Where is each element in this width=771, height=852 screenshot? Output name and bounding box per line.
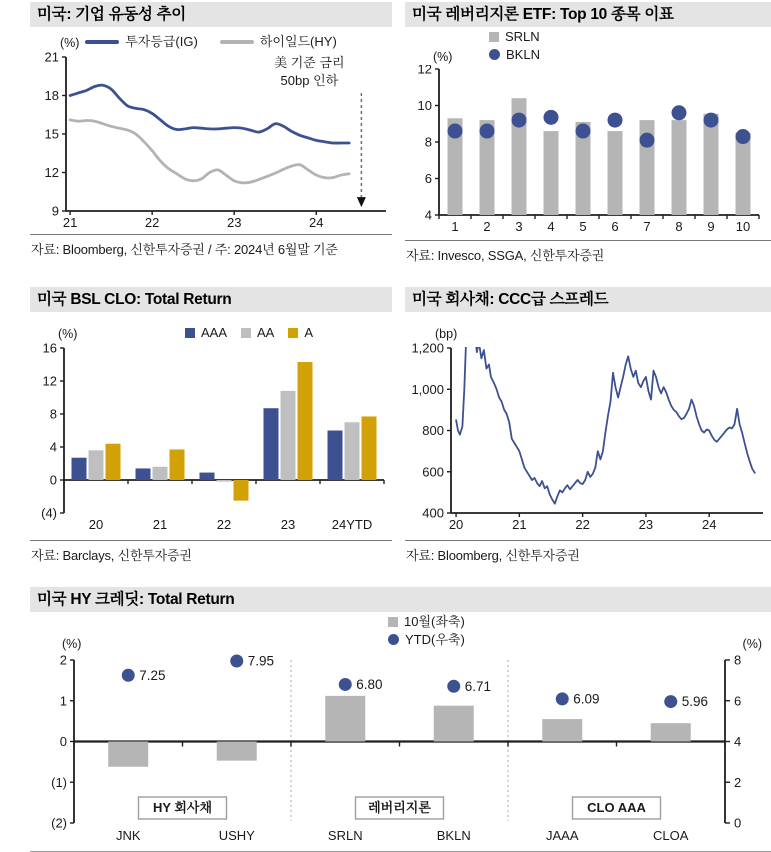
- x-category-label: 6: [611, 219, 619, 234]
- ccc-spread-svg: [405, 342, 771, 537]
- x-category-label: 24YTD: [331, 517, 373, 532]
- y-tick-label: 21: [44, 51, 59, 65]
- bar-24YTD-A: [362, 416, 377, 480]
- y-tick-label: 4: [424, 207, 432, 223]
- legend-swatch-dot: [388, 634, 399, 645]
- dot-USHY: [230, 655, 243, 668]
- dot-8: [672, 105, 687, 120]
- x-category-label: JAAA: [545, 828, 579, 843]
- chart-title: 미국: 기업 유동성 추이: [30, 2, 392, 27]
- y-tick-label: (1): [51, 774, 67, 790]
- annotation-text-line: 50bp 인하: [280, 73, 339, 88]
- x-category-label: 20: [88, 517, 104, 532]
- chart-title: 미국 BSL CLO: Total Return: [30, 287, 392, 312]
- x-category-label: 3: [515, 219, 523, 234]
- dot-3: [512, 113, 527, 128]
- chart-plot: [30, 652, 771, 849]
- x-tick-label: 20: [448, 517, 464, 532]
- y-tick-label: 2: [59, 652, 67, 668]
- legend-swatch-square: [489, 32, 499, 42]
- chart-plot: [30, 342, 392, 537]
- panel-hy-credit: [30, 587, 771, 852]
- x-tick-label: 21: [512, 517, 527, 532]
- dot-JNK: [122, 669, 135, 682]
- y-tick-label: 0: [49, 472, 57, 488]
- legend-label: BKLN: [506, 47, 540, 62]
- chart-title: 미국 HY 크레딧: Total Return: [30, 587, 771, 612]
- left-axis-unit-label: (%): [62, 637, 82, 651]
- y-tick-label: 800: [422, 423, 444, 438]
- group-box-label: 레버리지론: [368, 800, 431, 815]
- y-tick-label: 1,000: [411, 381, 444, 397]
- axis-unit-label: (%): [60, 36, 80, 50]
- legend-swatch-dot: [489, 49, 500, 60]
- bar-20-AA: [89, 450, 104, 480]
- bar-22-AAA: [200, 473, 215, 480]
- legend-item: [489, 47, 540, 62]
- chart-plot: [30, 51, 392, 231]
- panel-corp-liquidity: [30, 2, 392, 258]
- y-tick-label: 8: [49, 406, 57, 422]
- y-tick-label: 12: [44, 165, 59, 180]
- x-category-label: 4: [547, 219, 555, 234]
- x-category-label: 8: [675, 219, 683, 234]
- bar-24YTD-AA: [345, 422, 360, 480]
- bar-20-A: [106, 444, 121, 480]
- chart-legend-area: [405, 312, 771, 342]
- dot-value-label: 5.96: [681, 694, 709, 710]
- annotation-text-line: 美 기준 금리: [274, 55, 345, 70]
- legend-swatch-square: [185, 328, 195, 338]
- bar-10: [736, 133, 751, 215]
- bar-BKLN: [434, 706, 474, 742]
- bar-21-AAA: [136, 468, 151, 480]
- x-category-label: USHY: [218, 828, 255, 843]
- panel-etf-coupon: [405, 2, 771, 264]
- legend-label: YTD(우축): [405, 632, 465, 647]
- dot-value-label: 7.95: [247, 653, 275, 669]
- x-category-label: 10: [735, 219, 751, 234]
- chart-plot: [405, 65, 771, 237]
- chart-source: 자료: Bloomberg, 신한투자증권: [405, 540, 771, 564]
- bar-21-AA: [153, 467, 168, 480]
- dot-SRLN: [339, 678, 352, 691]
- legend-label: AAA: [200, 325, 227, 340]
- x-category-label: CLOA: [653, 828, 689, 843]
- bsl-clo-total-return-svg: [30, 342, 392, 537]
- chart-title: 미국 회사채: CCC급 스프레드: [405, 287, 771, 312]
- bar-24YTD-AAA: [328, 431, 343, 481]
- dot-value-label: 6.80: [356, 676, 383, 692]
- legend-item: [241, 325, 274, 340]
- chart-source: 자료: Invesco, SSGA, 신한투자증권: [405, 240, 771, 264]
- dot-value-label: 6.71: [464, 678, 492, 694]
- x-category-label: 22: [216, 517, 232, 532]
- x-tick-label: 23: [226, 215, 242, 230]
- bar-23-A: [298, 362, 313, 480]
- legend-label: 하이일드(HY): [259, 34, 337, 49]
- right-y-tick-label: 2: [734, 774, 742, 790]
- legend-label: SRLN: [505, 29, 540, 44]
- chart-legend: [489, 29, 540, 62]
- legend-swatch-line: [220, 40, 254, 44]
- right-y-tick-label: 8: [734, 652, 742, 668]
- legend-item: [489, 29, 540, 44]
- dot-BKLN: [447, 680, 460, 693]
- bar-SRLN: [325, 696, 365, 742]
- axis-unit-label: (%): [433, 50, 453, 64]
- group-box-label: HY 회사채: [152, 800, 213, 815]
- dot-value-label: 7.25: [139, 667, 166, 683]
- group-box-label: CLO AAA: [587, 800, 646, 815]
- chart-legend-area: [30, 312, 392, 342]
- legend-swatch-line: [85, 40, 119, 44]
- chart-source: 자료: Barclays, 신한투자증권: [30, 540, 392, 564]
- dot-10: [736, 129, 751, 144]
- y-tick-label: 6: [424, 171, 432, 186]
- x-category-label: 9: [707, 219, 715, 234]
- y-tick-label: (4): [41, 505, 57, 521]
- legend-swatch-square: [388, 617, 398, 627]
- series-line-0: [70, 85, 349, 143]
- right-y-tick-label: 6: [734, 693, 742, 709]
- right-axis-unit-label: (%): [742, 637, 762, 651]
- y-tick-label: 1,200: [411, 342, 444, 356]
- chart-title: 미국 레버리지론 ETF: Top 10 종목 이표: [405, 2, 771, 27]
- x-category-label: 21: [152, 517, 168, 532]
- x-category-label: 23: [280, 517, 296, 532]
- y-tick-label: 400: [422, 505, 444, 521]
- x-tick-label: 24: [701, 517, 717, 532]
- axis-unit-label: (%): [58, 327, 78, 341]
- bar-JAAA: [542, 719, 582, 741]
- x-tick-label: 21: [62, 215, 78, 230]
- legend-label: 10월(좌축): [404, 614, 465, 629]
- x-category-label: 2: [483, 219, 491, 234]
- y-tick-label: 15: [44, 126, 59, 142]
- chart-legend-area: [30, 27, 392, 51]
- x-category-label: 5: [579, 219, 587, 234]
- legend-item: [185, 325, 227, 340]
- bar-22-A: [234, 480, 249, 501]
- bar-USHY: [217, 742, 257, 761]
- bar-6: [608, 131, 623, 215]
- y-tick-label: 4: [49, 439, 57, 455]
- dot-CLOA: [664, 695, 677, 708]
- legend-item: [288, 325, 313, 340]
- bar-4: [544, 131, 559, 215]
- bar-CLOA: [651, 723, 691, 741]
- dot-9: [704, 113, 719, 128]
- legend-label: AA: [257, 325, 275, 340]
- chart-legend-area: [405, 27, 771, 65]
- x-category-label: JNK: [115, 828, 141, 843]
- y-tick-label: 12: [417, 65, 432, 77]
- legend-item: [220, 34, 337, 49]
- y-tick-label: 12: [42, 373, 57, 389]
- bar-9: [704, 114, 719, 215]
- x-tick-label: 22: [144, 215, 160, 230]
- etf-top10-coupon-svg: [405, 65, 771, 237]
- x-category-label: 7: [643, 219, 651, 234]
- y-tick-label: 16: [42, 342, 57, 356]
- x-category-label: 1: [451, 219, 459, 234]
- y-tick-label: 600: [422, 464, 444, 480]
- bar-22-AA: [217, 480, 232, 482]
- hy-credit-total-return-svg: [30, 652, 771, 849]
- x-tick-label: 24: [309, 215, 324, 230]
- right-y-tick-label: 0: [734, 815, 742, 831]
- chart-legend-area: [30, 612, 771, 652]
- y-tick-label: 1: [59, 693, 67, 709]
- bar-23-AAA: [264, 408, 279, 480]
- x-category-label: BKLN: [436, 828, 471, 843]
- bar-21-A: [170, 449, 185, 480]
- chart-plot: [405, 342, 771, 537]
- dot-5: [576, 124, 591, 139]
- y-tick-label: (2): [51, 815, 67, 831]
- bar-JNK: [108, 742, 148, 767]
- chart-legend: [30, 27, 392, 51]
- corp-liquidity-svg: [30, 51, 392, 231]
- chart-legend: [30, 312, 392, 342]
- y-tick-label: 18: [44, 88, 59, 103]
- legend-item: [85, 34, 198, 49]
- dot-6: [608, 113, 623, 128]
- legend-item: [388, 632, 465, 647]
- legend-label: A: [304, 325, 314, 340]
- dot-1: [448, 124, 463, 139]
- y-tick-label: 0: [59, 734, 67, 749]
- dot-value-label: 6.09: [573, 691, 600, 707]
- bar-23-AA: [281, 391, 296, 480]
- dot-JAAA: [556, 692, 569, 705]
- chart-source: 자료: Bloomberg, 신한투자증권 / 주: 2024년 6월말 기준: [30, 234, 392, 258]
- x-tick-label: 23: [638, 517, 654, 532]
- bar-20-AAA: [72, 458, 87, 480]
- legend-item: [388, 614, 465, 629]
- y-tick-label: 10: [417, 98, 432, 113]
- legend-label: 투자등급(IG): [125, 34, 198, 49]
- x-category-label: SRLN: [327, 828, 363, 843]
- panel-bsl-clo: [30, 287, 392, 564]
- right-y-tick-label: 4: [734, 734, 742, 749]
- y-tick-label: 8: [424, 134, 432, 150]
- annotation-text: [274, 55, 344, 88]
- legend-swatch-square: [241, 328, 251, 338]
- dot-7: [640, 133, 655, 148]
- dot-4: [544, 110, 559, 125]
- y-tick-label: 9: [51, 203, 59, 219]
- annotation-arrow-head: [357, 197, 366, 207]
- x-tick-label: 22: [575, 517, 590, 532]
- dot-2: [480, 124, 495, 139]
- legend-swatch-square: [288, 328, 298, 338]
- bar-8: [672, 120, 687, 215]
- panel-ccc-spread: [405, 287, 771, 564]
- axis-unit-label: (bp): [435, 327, 458, 341]
- series-line-0: [456, 342, 755, 504]
- chart-legend: [388, 614, 465, 647]
